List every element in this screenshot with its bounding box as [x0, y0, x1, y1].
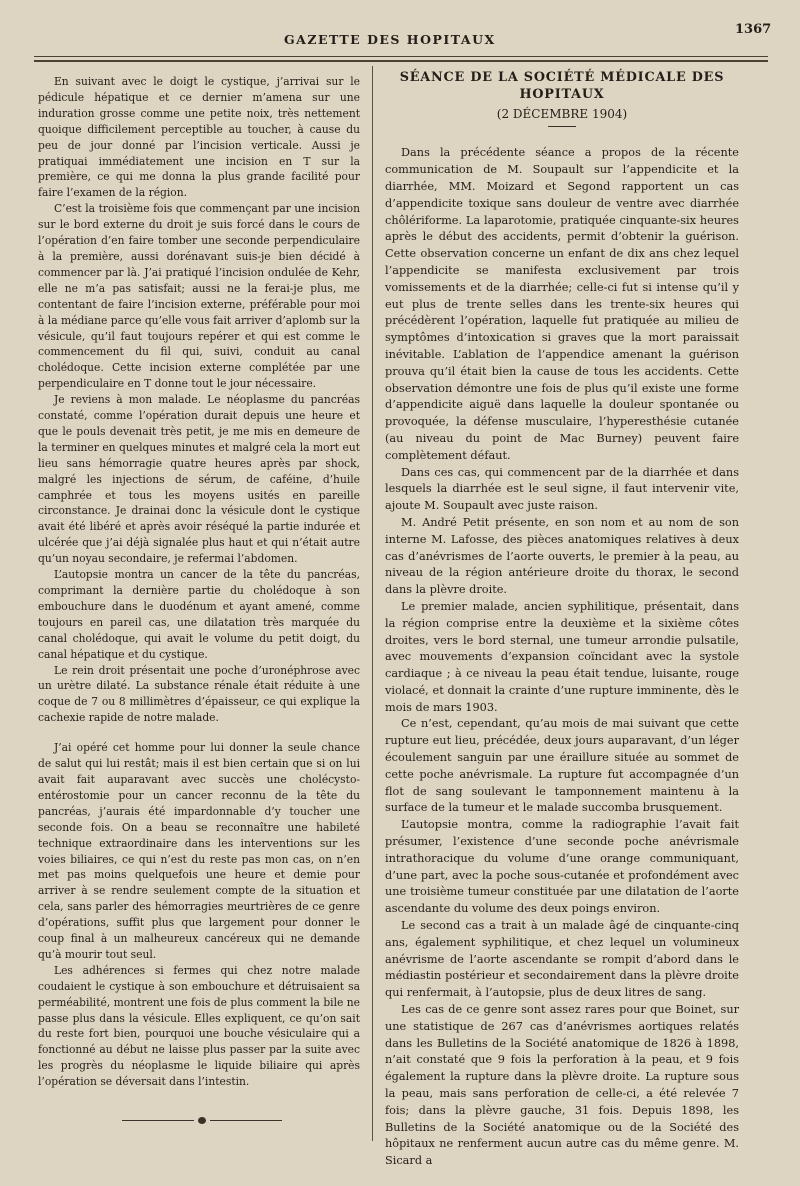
right-paragraph-5: Ce n’est, cependant, qu’au mois de mai suivant que cette rupture eut lieu, précédée, deux jours auparavant, d’un léger écoulement sanguin par une éraillure située au sommet de cette poche anévrismale. La rupture fut accompagnée d’un flot de sang soulevant le tamponnement maintenu à la surface de la tumeur et le malade succomba brusquement.: [385, 717, 739, 815]
left-paragraph-6: J’ai opéré cet homme pour lui donner la seule chance de salut qui lui restât; mais il est bien certain que si on lui avait fait auparavant avec succès une cholécysto-entérostomie pour un cancer reconnu de la tête du pancréas, j’aurais été impardonnable d’y toucher une seconde fois. On a beau se reconnaître une habileté technique extraordinaire dans les interventions sur les voies biliaires, ce qui n’est du reste pas mon cas, on n’en met pas moins quelquefois une heure et demie pour arriver à se rendre seulement compte de la situation et cela, sans parler des hémorragies meurtrières de ce genre d’opérations, suffit plus que largement pour donner le coup final à un malheureux cancéreux qui ne demande qu’à mourir tout seul.: [38, 741, 360, 961]
right-paragraph-2: Dans ces cas, qui commencent par de la diarrhée et dans lesquels la diarrhée est le seul signe, il faut intervenir vite, ajoute M. Soupault avec juste raison.: [385, 465, 739, 513]
header-rule-thick: [34, 60, 768, 62]
left-paragraph-5: Le rein droit présentait une poche d’uronéphrose avec un urètre dilaté. La substance rénale était réduite à une coque de 7 ou 8 millimètres d’épaisseur, ce qui explique la cachexie rapide de notre malade.: [38, 663, 360, 725]
right-paragraph-1: Dans la précédente séance a propos de la récente communication de M. Soupault sur l’appendicite et la diarrhée, MM. Moizard et Segond rapportent un cas d’appendicite toxique sans douleur de ventre avec diarrhée chôlériforme. La laparotomie, pratiquée cinquante-six heures après le début des accidents, permit d’obtenir la guérison. Cette observation concerne un enfant de dix ans chez lequel l’appendicite se manifesta exclusivement par trois vomissements et de la diarrhée; celle-ci fut si intense qu’il y eut plus de trente selles dans les trente-six heures qui précédèrent l’opération, laquelle fut pratiquée au milieu de symptômes d’intoxication si graves que la mort paraissait inévitable. L’ablation de l’appendice amenant la guérison prouva qu’il était bien la cause de tous les accidents. Cette observation démontre une fois de plus qu’il existe une forme d’appendicite aiguë dans laquelle la douleur spontanée ou provoquée, la défense musculaire, l’hyperesthésie cutanée (au niveau du point de Mac Burney) peuvent faire complètement défaut.: [385, 146, 739, 462]
left-column: [38, 74, 360, 1090]
column-divider: [372, 66, 373, 1141]
right-paragraph-7: Le second cas a trait à un malade âgé de cinquante-cinq ans, également syphilitique, et chez lequel un volumineux anévrisme de l’aorte ascendante se rompit d’abord dans le médiastin postérieur et secondairement dans la plèvre droite qui renfermait, à l’autopsie, plus de deux litres de sang.: [385, 919, 739, 1000]
right-paragraph-4: Le premier malade, ancien syphilitique, présentait, dans la région comprise entre la deuxième et la sixième côtes droites, vers le bord sternal, une tumeur arrondie pulsatile, avec mouvements d’expansion coïncidant avec la systole cardiaque ; à ce niveau la peau était tendue, luisante, rouge violacé, et donnait la crainte d’une rupture imminente, dès le mois de mars 1903.: [385, 599, 739, 714]
page-header: [0, 0, 800, 50]
running-title: GAZETTE DES HOPITAUX: [284, 32, 496, 47]
right-paragraph-3: M. André Petit présente, en son nom et au nom de son interne M. Lafosse, des pièces anatomiques relatives à deux cas d’anévrismes de l’aorte ouverts, le premier à la peau, au niveau de la région antérieure droite du thorax, le second dans la plèvre droite.: [385, 515, 739, 597]
right-column: [385, 70, 739, 1170]
page-number: 1367: [735, 22, 772, 37]
section-date: (2 DÉCEMBRE 1904): [496, 106, 628, 121]
header-rule-thin: [34, 56, 768, 57]
left-paragraph-7: Les adhérences si fermes qui chez notre malade coudaient le cystique à son embouchure et détruisaient sa perméabilité, montrent une fois de plus comment la bile ne passe plus dans la vésicule. Elles expliquent, ce qu’on sait du reste fort bien, pourquoi une bouche vésiculaire qui a fonctionné au début ne laisse plus passer par la suite avec les progrès du néoplasme le liquide biliaire qui après l’opération se déversait dans l’intestin.: [38, 963, 360, 1089]
end-ornament: [122, 1117, 282, 1125]
left-paragraph-1: En suivant avec le doigt le cystique, j’arrivai sur le pédicule hépatique et ce dernier m’amena sur une induration grosse comme une petite noix, très nettement quoique difficilement perceptible au toucher, à cause du peu de jour donné par l’incision verticale. Aussi je pratiquai immédiatement une incision en T sur la première, ce qui me donna la plus grande facilité pour faire l’examen de la région.: [38, 75, 360, 200]
left-paragraph-2: C’est la troisième fois que commençant par une incision sur le bord externe du droit je suis forcé dans le cours de l’opération d’en faire tomber une seconde perpendiculaire à la première, aussi dorénavant suis-je bien décidé à commencer par là. J’ai pratiqué l’incision ondulée de Kehr, elle ne m’a pas satisfait; aussi ne la ferai-je plus, me contentant de faire l’incision externe, préférable pour moi à la médiane parce qu’elle vous fait arriver d’aplomb sur la vésicule, qu’il faut toujours repérer et qui est comme le commencement du fil qui, suivi, conduit au canal cholédoque. Cette incision externe complétée par une perpendiculaire en T donne tout le jour nécessaire.: [38, 202, 360, 391]
section-rule: [548, 126, 576, 127]
section-title: SÉANCE DE LA SOCIÉTÉ MÉDICALE DES HOPITAUX: [399, 70, 725, 102]
left-paragraph-3: Je reviens à mon malade. Le néoplasme du pancréas constaté, comme l’opération durait depuis une heure et que le pouls devenait très petit, je me mis en demeure de la terminer en quelques minutes et malgré cela la mort eut lieu sans hémorragie quatre heures après par shock, malgré les injections de sérum, de caféine, d’huile camphrée et tous les moyens usités en pareille circonstance. Je drainai donc la vésicule dont le cystique avait été libéré et après avoir réséqué la partie indurée et ulcérée que j’ai déjà signalée plus haut et qui n’était autre qu’un noyau secondaire, je refermai l’abdomen.: [38, 393, 360, 566]
right-paragraph-6: L’autopsie montra, comme la radiographie l’avait fait présumer, l’existence d’une seconde poche anévrismale intrathoracique du volume d’une orange communiquant, d’une part, avec la poche sous-cutanée et profondément avec une troisième tumeur constituée par une dilatation de l’aorte ascendante du volume des deux poings environ.: [385, 818, 739, 916]
right-paragraph-8: Les cas de ce genre sont assez rares pour que Boinet, sur une statistique de 267 cas d’anévrismes aortiques relatés dans les Bulletins de la Société anatomique de 1826 à 1898, n’ait constaté que 9 fois la perforation à la peau, et 9 fois également la rupture dans la plèvre droite. La rupture sous la peau, mais sans perforation de celle-ci, a été relevée 7 fois; dans la plèvre gauche, 31 fois. Depuis 1898, les Bulletins de la Société anatomique ou de la Société des hôpitaux ne renferment aucun autre cas du même genre. M. Sicard a: [385, 1003, 739, 1168]
left-paragraph-4: L’autopsie montra un cancer de la tête du pancréas, comprimant la dernière partie du cholédoque à son embouchure dans le duodénum et ayant amené, comme toujours en pareil cas, une dilatation très marquée du canal cholédoque, qui avait le volume du petit doigt, du canal hépatique et du cystique.: [38, 568, 360, 661]
